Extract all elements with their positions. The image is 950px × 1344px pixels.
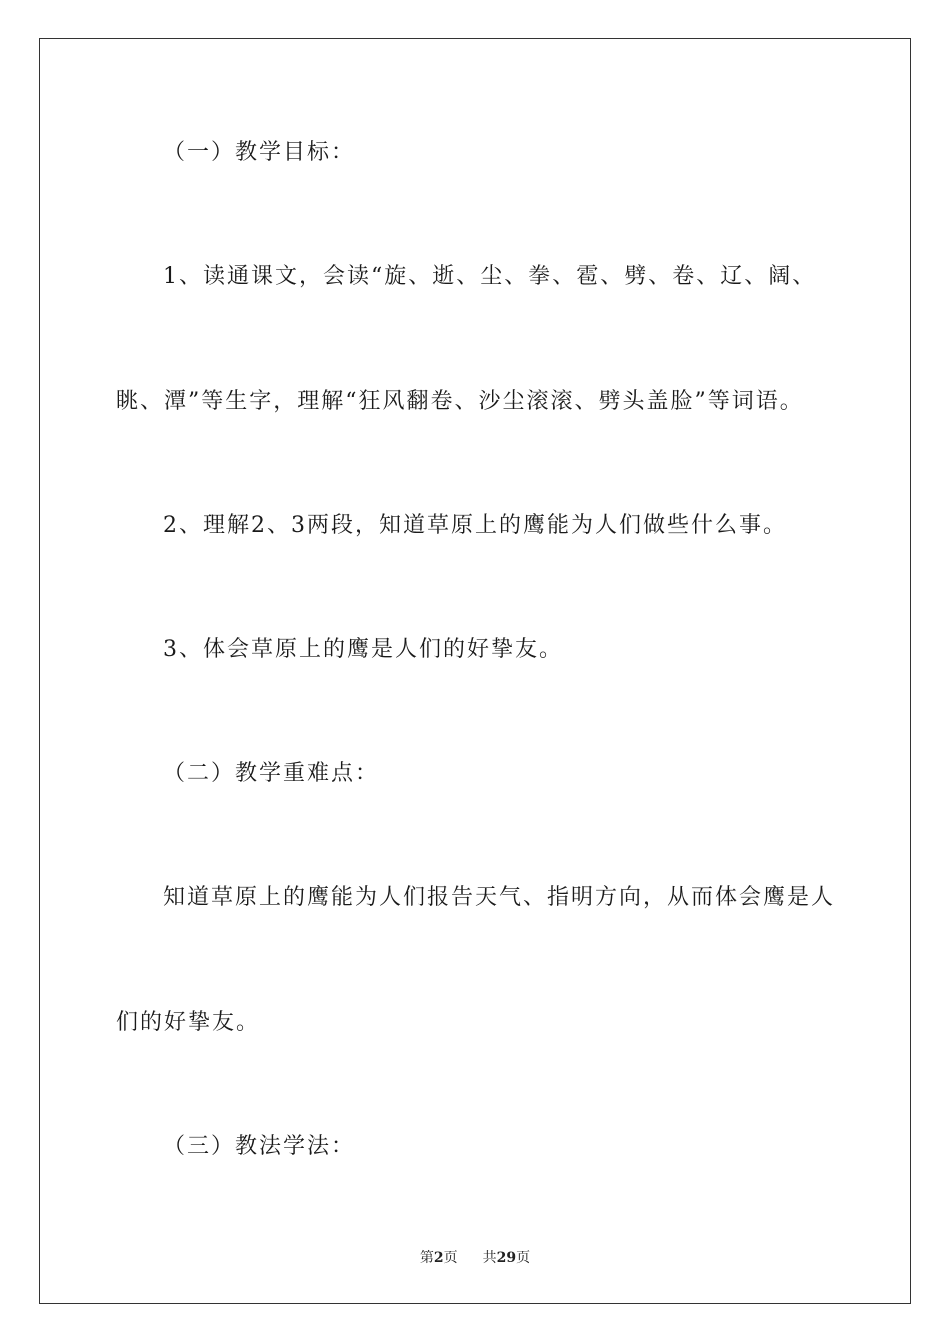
total-prefix: 共 xyxy=(482,1250,497,1266)
paragraph-line: 们的好挚友。 xyxy=(116,1010,261,1035)
page-frame xyxy=(39,38,911,1304)
paragraph-line: 知道草原上的鹰能为人们报告天气、指明方向，从而体会鹰是人 xyxy=(163,885,836,910)
page-footer xyxy=(0,1249,950,1267)
total-page-count: 29 xyxy=(496,1250,517,1266)
page-label xyxy=(420,1250,462,1266)
total-label xyxy=(483,1250,530,1266)
section-heading-key-points: （二）教学重难点： xyxy=(163,761,380,786)
page-prefix: 第 xyxy=(419,1250,434,1266)
section-heading-methods: （三）教法学法： xyxy=(163,1134,356,1159)
current-page-number: 2 xyxy=(433,1250,444,1266)
paragraph-line: 1、读通课文，会读“旋、逝、尘、拳、雹、劈、卷、辽、阔、 xyxy=(163,264,817,289)
total-suffix: 页 xyxy=(516,1250,531,1266)
paragraph-line: 2、理解2、3两段，知道草原上的鹰能为人们做些什么事。 xyxy=(163,513,787,538)
page-suffix: 页 xyxy=(443,1250,458,1266)
section-heading-objectives: （一）教学目标： xyxy=(163,140,356,165)
paragraph-line: 3、体会草原上的鹰是人们的好挚友。 xyxy=(163,637,563,662)
paragraph-line: 眺、潭”等生字，理解“狂风翻卷、沙尘滚滚、劈头盖脸”等词语。 xyxy=(116,389,804,414)
